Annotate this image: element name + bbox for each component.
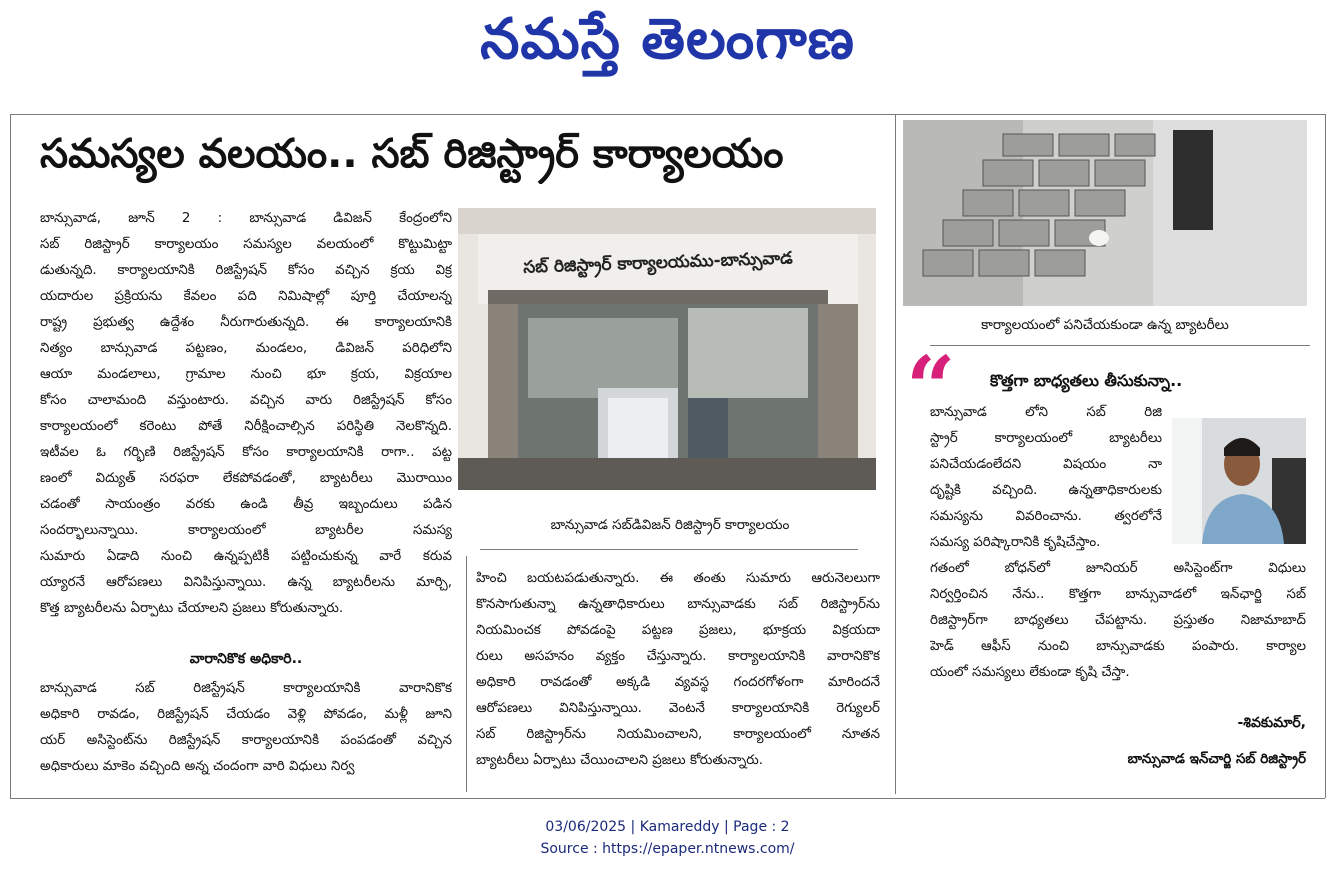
photo-office-caption: బాన్సువాడ సబ్‌డివిజన్ రిజిస్ట్రార్ కార్యాలయం xyxy=(550,517,790,533)
quote-mark-icon: “ xyxy=(906,338,956,439)
photo-batteries-illustration xyxy=(903,120,1307,306)
col1_lines-line: సబ్ రిజిస్ట్రార్ కార్యాలయం సమస్యల వలయంలో కొట్టుమిట్టా xyxy=(40,237,452,252)
photo-batteries-caption: కార్యాలయంలో పనిచేయకుండా ఉన్న బ్యాటరీలు xyxy=(981,317,1229,333)
quote.lines_wide-line: నిర్వర్తించిన నేను.. కొత్తగా బాన్సువాడలో ఇన్‌ఛార్జి సబ్ xyxy=(930,587,1306,602)
portrait-illustration xyxy=(1172,418,1306,544)
col2_lines-line: అధికారి రావడంతో అక్కడి వ్యవస్థ గందరగోళంగా మారిందనే xyxy=(476,675,880,690)
quote.lines_narrow-line: పనిచేయడంలేదని విషయం నా xyxy=(930,457,1162,472)
col2_lines-line: ఆరోపణలు వినిపిస్తున్నాయి. వెంటనే కార్యాలయానికి రెగ్యులర్ xyxy=(476,701,880,716)
col1_lines-line: రాష్ట్ర ప్రభుత్వ ఉద్దేశం నీరుగారుతున్నది. ఈ కార్యాలయానికి xyxy=(40,315,452,330)
footer-date-edition: 03/06/2025 | Kamareddy | Page : 2 xyxy=(545,819,790,835)
col1_lines-line: సుమారు ఏడాది నుంచి ఉన్నప్పటికీ పట్టించుకున్న వారే కరువ xyxy=(40,549,452,564)
col1b_lines-line: అధికారి రావడం, రిజిస్ట్రేషన్ చేయడం వెళ్లి పోవడం, మళ్లీ జూని xyxy=(40,707,452,722)
article-headline: సమస్యల వలయం.. సబ్ రిజిస్ట్రార్ కార్యాలయం xyxy=(40,131,784,177)
caption-rule-2 xyxy=(930,345,1310,346)
col2_lines-line: సబ్ రిజిస్ట్రార్‌ను నియమించాలని, కార్యాలయంలో నూతన xyxy=(476,727,880,742)
col1_lines-line: బాన్సువాడ, జూన్ 2 : బాన్సువాడ డివిజన్ కేంద్రంలోని xyxy=(40,211,452,226)
col2_lines-line: హించి బయటపడుతున్నారు. ఈ తంతు సుమారు ఆరునెలలుగా xyxy=(476,571,880,586)
masthead-logo: నమస్తే తెలంగాణ xyxy=(480,6,855,72)
photo-batteries xyxy=(903,120,1307,306)
portrait-photo xyxy=(1172,418,1306,544)
col1_lines-line: కొత్త బ్యాటరీలను ఏర్పాటు చేయాలని ప్రజలు కోరుతున్నారు. xyxy=(40,601,344,616)
col1_lines-line: డుతున్నది. కార్యాలయానికి రిజిస్ట్రేషన్ కోసం వచ్చిన క్రయ విక్ర xyxy=(40,263,452,278)
col2_lines-line: కొనసాగుతున్నా ఉన్నతాధికారులు బాన్సువాడకు సబ్ రిజిస్ట్రార్‌ను xyxy=(476,597,880,612)
col1_lines-line: నిత్యం బాన్సువాడ పట్టణం, మండలం, డివిజన్ పరిధిలోని xyxy=(40,341,452,356)
top-rule xyxy=(10,114,1325,115)
col2_lines-line: బ్యాటరీలు ఏర్పాటు చేయించాలని ప్రజలు కోరుతున్నారు. xyxy=(476,753,764,768)
quote.lines_narrow-line: సమస్యను వివరించాను. త్వరలోనే xyxy=(930,509,1162,524)
bottom-rule xyxy=(10,798,1325,799)
article-column-1 xyxy=(40,206,452,622)
subheading-weekly-officer: వారానికొక అధికారి.. xyxy=(189,651,303,667)
office-sign-board: సబ్ రిజిస్ట్రార్ కార్యాలయము-బాన్సువాడ xyxy=(522,248,794,278)
col1b_lines-line: యర్ అసిస్టెంట్‌ను రిజిస్ట్రేషన్ కార్యాలయానికి పంపడంతో వచ్చిన xyxy=(40,733,452,748)
caption-rule xyxy=(480,549,858,550)
quote.lines_narrow-line: సమస్య పరిష్కారానికి కృషిచేస్తాం. xyxy=(930,535,1101,550)
col2_lines-line: రులు అసహనం వ్యక్తం చేస్తున్నారు. కార్యాలయానికి వారానికొక xyxy=(476,649,880,664)
right-border xyxy=(1325,114,1326,798)
quote.lines_wide-line: హెడ్ ఆఫీస్ నుంచి బాన్సువాడకు పంపారు. కార్యాల xyxy=(930,639,1306,654)
col1_lines-line: ణంలో విద్యుత్ సరఫరా లేకపోవడంతో, బ్యాటరీలు మొరాయిం xyxy=(40,471,452,486)
left-border xyxy=(10,114,11,798)
quote.lines_narrow-line: దృష్టికి వచ్చింది. ఉన్నతాధికారులకు xyxy=(930,483,1162,498)
col1_lines-line: ఇటీవల ఓ గర్భిణి రిజిస్ట్రేషన్ కోసం కార్యాలయానికి రాగా.. పట్ట xyxy=(40,445,452,460)
quote.lines_narrow-line: స్ట్రార్ కార్యాలయంలో బ్యాటరీలు xyxy=(930,431,1162,446)
col2_lines-line: నియమించక పోవడంపై పట్టణ ప్రజలు, భూక్రయ విక్రయదా xyxy=(476,623,880,638)
col1_lines-line: య్యారనే ఆరోపణలు వినిపిస్తున్నాయి. ఉన్న బ్యాటరీలను మార్చి, xyxy=(40,575,452,590)
quote-title: కొత్తగా బాధ్యతలు తీసుకున్నా.. xyxy=(990,371,1183,390)
col1_lines-line: కార్యాలయంలో కరెంటు పోతే నిరీక్షించాల్సిన పరిస్థితి నెలకొన్నది. xyxy=(40,419,452,434)
column-divider xyxy=(466,556,467,792)
col1_lines-line: ఆయా మండలాలు, గ్రామాల నుంచి భూ క్రయ, విక్రయాల xyxy=(40,367,452,382)
article-column-1b xyxy=(40,676,452,780)
quote.lines_wide-line: రిజిస్ట్రార్‌గా బాధ్యతలు చేపట్టాను. ప్రస్తుతం నిజామాబాద్ xyxy=(930,613,1306,628)
photo-office-entrance xyxy=(458,208,876,490)
quote.lines_wide-line: గతంలో బోధన్‌లో జూనియర్ అసిస్టెంట్‌గా విధులు xyxy=(930,561,1306,576)
article-divider xyxy=(895,114,896,794)
quote.lines_narrow-line: బాన్సువాడ లోని సబ్ రిజి xyxy=(930,405,1162,420)
quote-signature-title: బాన్సువాడ ఇన్‌చార్జి సబ్ రిజిస్ట్రార్ xyxy=(1127,751,1306,767)
quote-body-wide xyxy=(930,556,1306,686)
col1b_lines-line: అధికారులు మాకెం వచ్చింది అన్న చందంగా వారి విధులు నిర్వ xyxy=(40,759,355,774)
col1_lines-line: సందర్భాలున్నాయి. కార్యాలయంలో బ్యాటరీల సమస్య xyxy=(40,523,452,538)
quote.lines_wide-line: యంలో సమస్యలు లేకుండా కృషి చేస్తా. xyxy=(930,665,1130,680)
quote-body-narrow xyxy=(930,400,1162,556)
col1_lines-line: యదారుల ప్రక్రియను కేవలం పది నిమిషాల్లో పూర్తి చేయాలన్న xyxy=(40,289,452,304)
col1_lines-line: కోసం చాలామంది వస్తుంటారు. వచ్చిన వారు రిజిస్ట్రేషన్ కోసం xyxy=(40,393,452,408)
footer-source-link[interactable]: Source : https://epaper.ntnews.com/ xyxy=(540,841,795,857)
quote-signature-name: -శివకుమార్, xyxy=(1237,715,1306,731)
col1_lines-line: చడంతో సాయంత్రం వరకు ఉండి తీవ్ర ఇబ్బందులు పడిన xyxy=(40,497,452,512)
article-column-2 xyxy=(476,566,880,774)
col1b_lines-line: బాన్సువాడ సబ్ రిజిస్ట్రేషన్ కార్యాలయానికి వారానికొక xyxy=(40,681,452,696)
